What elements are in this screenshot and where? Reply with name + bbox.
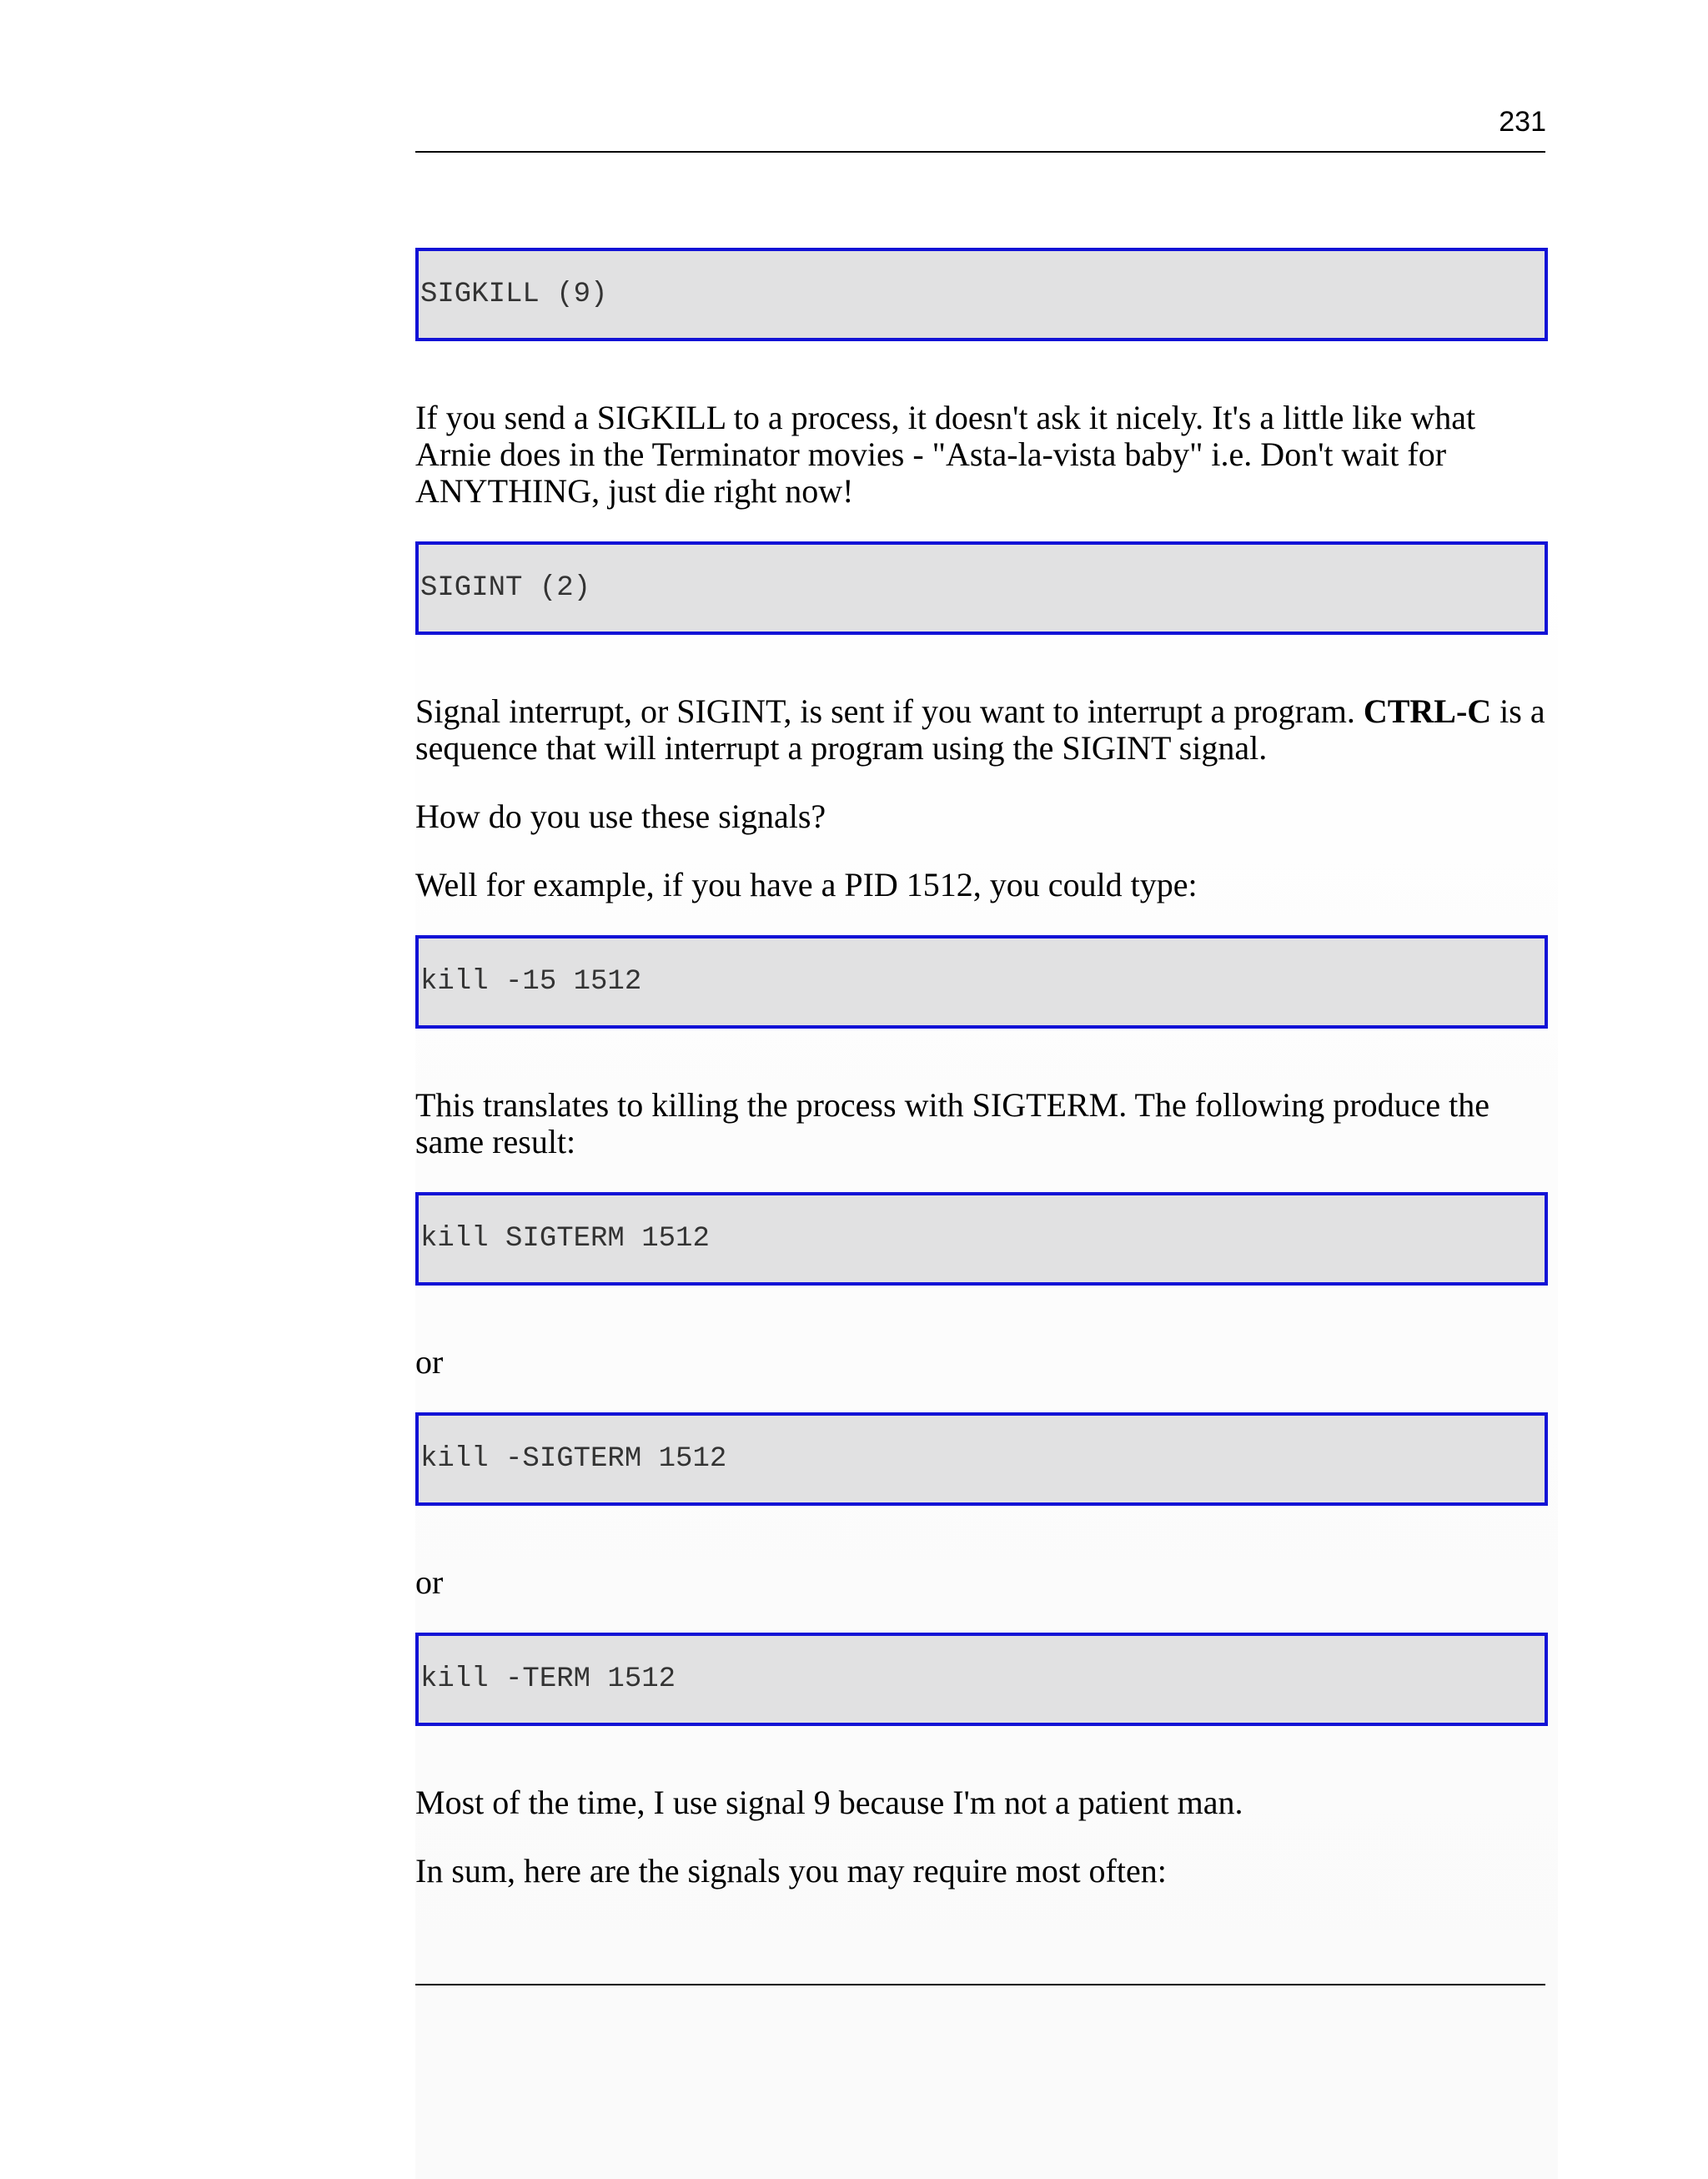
code-text: SIGKILL (9) [420,279,608,310]
page-number: 231 [1499,106,1546,138]
paragraph-text: Signal interrupt, or SIGINT, is sent if you want to interrupt a program. [415,692,1364,730]
paragraph-sigkill: If you send a SIGKILL to a process, it doesn't ask it nicely. It's a little like what Arnie does in the Terminator movies - "Asta-la-vista baby" i.e. Don't wait for ANYTHING, just die right now! [415,399,1476,510]
code-text: SIGINT (2) [420,572,591,604]
keyboard-shortcut: CTRL-C [1363,692,1492,730]
paragraph-how-use: How do you use these signals? [415,798,826,835]
code-block-sigkill [415,248,1548,341]
paragraph-example-intro: Well for example, if you have a PID 1512, you could type: [415,866,1198,903]
code-text: kill -SIGTERM 1512 [420,1443,727,1475]
code-text: kill SIGTERM 1512 [420,1223,710,1255]
paragraph-signal-9: Most of the time, I use signal 9 because I'm not a patient man. [415,1784,1243,1821]
code-block-kill-sigterm [415,1192,1548,1286]
code-text: kill -TERM 1512 [420,1663,676,1695]
paragraph-sigint [415,693,1548,767]
page-content [415,248,1548,1890]
footer-rule [415,1984,1545,1985]
code-block-kill-term [415,1633,1548,1726]
paragraph-or: or [415,1343,444,1381]
paragraph-in-sum: In sum, here are the signals you may require most often: [415,1852,1167,1890]
code-text: kill -15 1512 [420,966,642,998]
code-block-kill-dash-sigterm [415,1412,1548,1506]
code-block-sigint [415,541,1548,635]
code-block-kill-15 [415,935,1548,1029]
paragraph-or: or [415,1563,444,1601]
header-rule [415,151,1545,153]
paragraph-text: is a sequence that will interrupt a program using the SIGINT signal. [415,692,1545,767]
paragraph-translates: This translates to killing the process with SIGTERM. The following produce the same result: [415,1086,1489,1160]
